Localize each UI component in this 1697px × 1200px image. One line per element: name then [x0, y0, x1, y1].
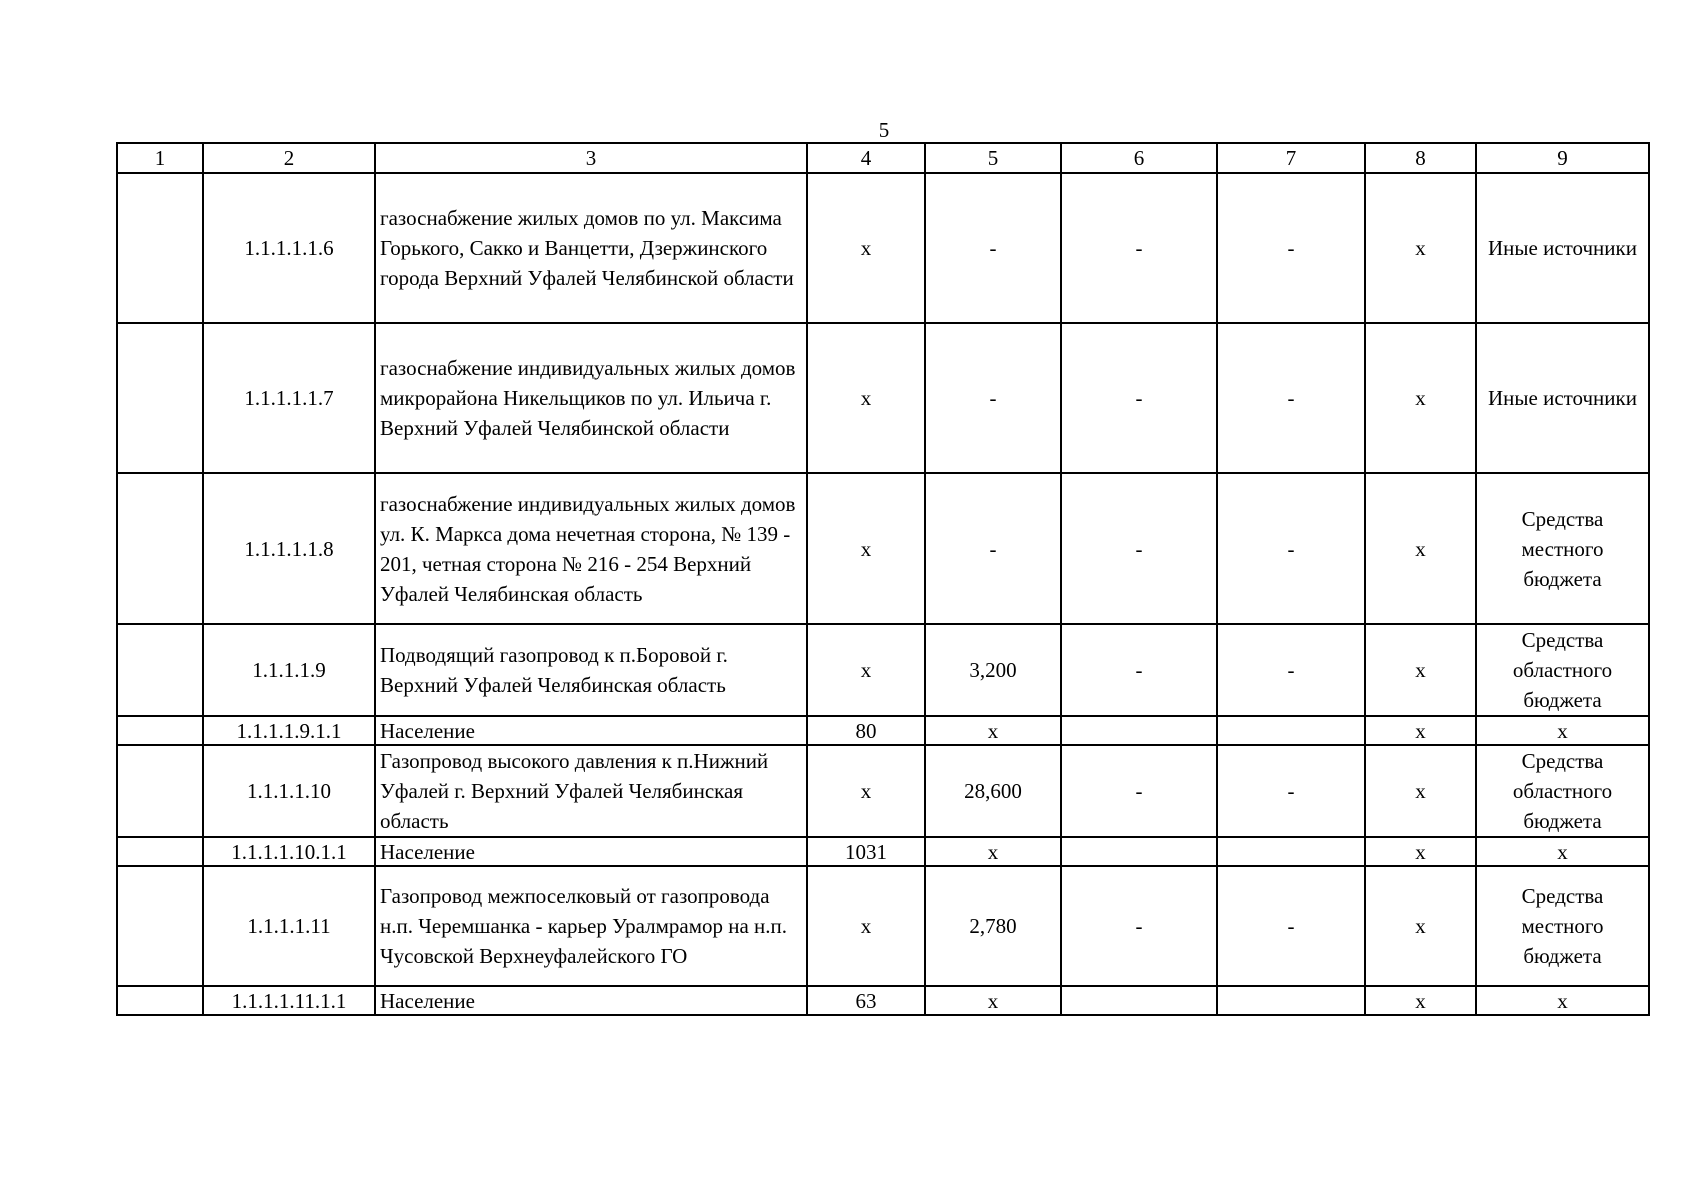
table-cell: х	[807, 745, 925, 837]
table-cell: 80	[807, 716, 925, 745]
table-row	[117, 745, 1649, 837]
funding-source: Средства местного бюджета	[1476, 866, 1649, 986]
table-cell	[1217, 716, 1365, 745]
table-cell	[1061, 837, 1217, 866]
table-cell: х	[925, 716, 1061, 745]
table-cell: -	[1061, 624, 1217, 716]
table-cell: х	[925, 837, 1061, 866]
row-code: 1.1.1.1.9.1.1	[203, 716, 375, 745]
table-cell: 1031	[807, 837, 925, 866]
table-cell: -	[1217, 173, 1365, 323]
row-description: Газопровод высокого давления к п.Нижний Уфалей г. Верхний Уфалей Челябинская область	[375, 745, 807, 837]
table-cell: х	[807, 173, 925, 323]
table-cell: х	[1365, 986, 1476, 1015]
column-header: 7	[1217, 143, 1365, 173]
funding-source: Иные источники	[1476, 323, 1649, 473]
table-cell: х	[807, 323, 925, 473]
column-header: 9	[1476, 143, 1649, 173]
funding-source: Средства областного бюджета	[1476, 745, 1649, 837]
table-cell: 28,600	[925, 745, 1061, 837]
funding-source: х	[1476, 716, 1649, 745]
table-row	[117, 323, 1649, 473]
table-cell: -	[1061, 745, 1217, 837]
table-cell	[1217, 837, 1365, 866]
table-cell	[117, 986, 203, 1015]
table-cell: -	[1217, 745, 1365, 837]
table-cell: -	[1061, 866, 1217, 986]
table-cell: 2,780	[925, 866, 1061, 986]
table-cell: х	[807, 473, 925, 624]
table-row	[117, 837, 1649, 866]
funding-source: Иные источники	[1476, 173, 1649, 323]
table-cell: -	[1217, 323, 1365, 473]
data-table	[116, 142, 1650, 1016]
funding-source: х	[1476, 837, 1649, 866]
table-row	[117, 866, 1649, 986]
row-description: Население	[375, 837, 807, 866]
table-cell: -	[925, 323, 1061, 473]
table-cell: х	[1365, 173, 1476, 323]
page-number: 5	[878, 118, 890, 142]
table-row	[117, 716, 1649, 745]
table-cell	[1061, 986, 1217, 1015]
row-description: Газопровод межпоселковый от газопровода н.п. Черемшанка - карьер Уралмрамор на н.п. Чусовской Верхнеуфалейского ГО	[375, 866, 807, 986]
table-cell: -	[1217, 473, 1365, 624]
table-cell	[1217, 986, 1365, 1015]
row-code: 1.1.1.1.1.7	[203, 323, 375, 473]
row-code: 1.1.1.1.1.8	[203, 473, 375, 624]
table-cell: х	[1365, 716, 1476, 745]
column-header: 8	[1365, 143, 1476, 173]
table-cell: х	[1365, 837, 1476, 866]
row-code: 1.1.1.1.10.1.1	[203, 837, 375, 866]
table-cell: -	[925, 473, 1061, 624]
table-cell	[117, 473, 203, 624]
header-row	[117, 143, 1649, 173]
funding-source: Средства местного бюджета	[1476, 473, 1649, 624]
column-header: 4	[807, 143, 925, 173]
table-cell: х	[1365, 745, 1476, 837]
table-cell: х	[925, 986, 1061, 1015]
table-cell: х	[807, 866, 925, 986]
table-cell	[117, 173, 203, 323]
table-cell	[1061, 716, 1217, 745]
row-description: газоснабжение индивидуальных жилых домов микрорайона Никельщиков по ул. Ильича г. Верхний Уфалей Челябинской области	[375, 323, 807, 473]
row-description: газоснабжение индивидуальных жилых домов ул. К. Маркса дома нечетная сторона, № 139 - 201, четная сторона № 216 - 254 Верхний Уфалей Челябинская область	[375, 473, 807, 624]
table-cell: -	[1061, 323, 1217, 473]
table-cell	[117, 745, 203, 837]
table-cell	[117, 837, 203, 866]
funding-source: Средства областного бюджета	[1476, 624, 1649, 716]
column-header: 6	[1061, 143, 1217, 173]
table-row	[117, 986, 1649, 1015]
table-row	[117, 473, 1649, 624]
table-cell: х	[807, 624, 925, 716]
column-header: 3	[375, 143, 807, 173]
table-cell: 63	[807, 986, 925, 1015]
table-cell	[117, 716, 203, 745]
table-cell	[117, 624, 203, 716]
table-cell: х	[1365, 323, 1476, 473]
row-description: Население	[375, 986, 807, 1015]
row-description: газоснабжение жилых домов по ул. Максима Горького, Сакко и Ванцетти, Дзержинского города Верхний Уфалей Челябинской области	[375, 173, 807, 323]
table-row	[117, 624, 1649, 716]
column-header: 5	[925, 143, 1061, 173]
table-cell: -	[1061, 173, 1217, 323]
column-header: 2	[203, 143, 375, 173]
row-code: 1.1.1.1.11	[203, 866, 375, 986]
table-cell: 3,200	[925, 624, 1061, 716]
table-cell: -	[1061, 473, 1217, 624]
table-cell: х	[1365, 866, 1476, 986]
row-description: Население	[375, 716, 807, 745]
row-code: 1.1.1.1.10	[203, 745, 375, 837]
column-header: 1	[117, 143, 203, 173]
row-description: Подводящий газопровод к п.Боровой г. Верхний Уфалей Челябинская область	[375, 624, 807, 716]
table-cell	[117, 323, 203, 473]
table-cell: х	[1365, 473, 1476, 624]
funding-source: х	[1476, 986, 1649, 1015]
table-cell: -	[1217, 624, 1365, 716]
table-row	[117, 173, 1649, 323]
table-cell	[117, 866, 203, 986]
row-code: 1.1.1.1.9	[203, 624, 375, 716]
table-cell: -	[925, 173, 1061, 323]
row-code: 1.1.1.1.11.1.1	[203, 986, 375, 1015]
row-code: 1.1.1.1.1.6	[203, 173, 375, 323]
table-cell: х	[1365, 624, 1476, 716]
table-cell: -	[1217, 866, 1365, 986]
